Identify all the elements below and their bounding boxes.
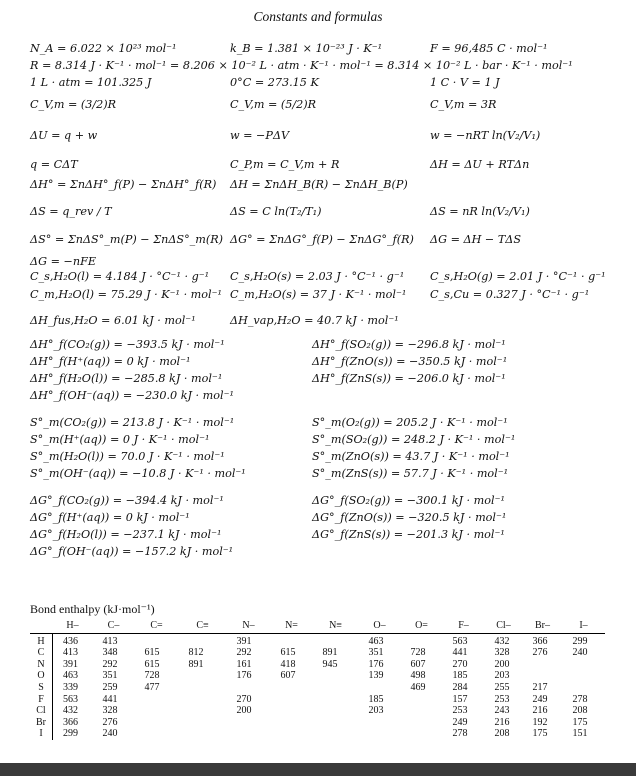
bond-col-header: N– [227,620,271,633]
bond-cell: 891 [188,658,204,670]
bond-cell [271,633,313,647]
bond-table-row [30,659,605,671]
dgf-hplus: ΔG°_f(H⁺(aq)) = 0 kJ · mol⁻¹ [30,511,190,524]
bond-row-label: C [30,647,53,659]
bond-cell: 432 [63,705,78,717]
bond-cell: 945 [322,658,338,670]
sm-o2: S°_m(O₂(g)) = 205.2 J · K⁻¹ · mol⁻¹ [312,416,508,429]
bond-cell [271,682,313,694]
bond-cell: 366 [532,635,548,647]
bond-cell [227,682,271,694]
bond-cell [179,633,227,647]
bond-cell [313,682,359,694]
bond-row-label: O [30,670,53,682]
bond-cell [135,633,179,647]
bond-col-header: O= [401,620,443,633]
bond-table-row [30,682,605,694]
bond-table-row [30,705,605,717]
bond-cell: 200 [494,658,510,670]
bond-cell [179,670,227,682]
hess-formation: ΔH° = ΣnΔH°_f(P) − ΣnΔH°_f(R) [30,178,217,191]
dhf-co2: ΔH°_f(CO₂(g)) = −393.5 kJ · mol⁻¹ [30,338,225,351]
bond-cell: 299 [63,728,78,740]
bond-col-header: O– [359,620,401,633]
cs-water-liquid: C_s,H₂O(l) = 4.184 J · °C⁻¹ · g⁻¹ [30,270,210,283]
bond-row-label: I [30,728,53,740]
bond-row-label: F [30,694,53,706]
bond-cell [563,682,605,694]
bond-row-label: N [30,659,53,671]
bond-cell: 176 [368,658,384,670]
bond-cell [271,705,313,717]
fusion-enthalpy: ΔH_fus,H₂O = 6.01 kJ · mol⁻¹ [30,314,196,327]
bond-row-label: S [30,682,53,694]
cs-copper: C_s,Cu = 0.327 J · °C⁻¹ · g⁻¹ [430,288,590,301]
bond-cell: 615 [144,658,160,670]
bond-cell: 351 [102,670,118,682]
bond-cell [401,717,443,729]
page-title: Constants and formulas [253,9,383,24]
dhf-h2o: ΔH°_f(H₂O(l)) = −285.8 kJ · mol⁻¹ [30,372,223,385]
dgf-zns: ΔG°_f(ZnS(s)) = −201.3 kJ · mol⁻¹ [312,528,505,541]
avogadro-constant: N_A = 6.022 × 10²³ mol⁻¹ [30,42,177,55]
bond-cell [227,728,271,740]
bond-cell [179,717,227,729]
bond-cell: 217 [532,681,548,693]
bond-cell [179,694,227,706]
faraday-constant: F = 96,485 C · mol⁻¹ [430,42,548,55]
bond-table-row [30,647,605,659]
bond-table-row [30,633,605,647]
bond-cell: 413 [63,647,78,659]
bond-cell: 728 [410,647,426,659]
bond-cell: 243 [494,705,510,717]
bond-cell: 249 [452,716,468,728]
bond-cell: 151 [572,728,588,740]
cvm-solid: C_V,m = 3R [430,98,497,111]
bond-cell [271,728,313,740]
bond-cell [135,694,179,706]
bond-cell [563,659,605,671]
bond-cell: 259 [102,681,118,693]
bond-table-title: Bond enthalpy (kJ·mol⁻¹) [30,602,155,616]
bond-col-header: F– [443,620,485,633]
bond-cell [401,694,443,706]
bond-cell: 185 [368,693,384,705]
sm-h2o: S°_m(H₂O(l)) = 70.0 J · K⁻¹ · mol⁻¹ [30,450,225,463]
sm-so2: S°_m(SO₂(g)) = 248.2 J · K⁻¹ · mol⁻¹ [312,433,516,446]
bond-cell: 607 [280,670,296,682]
bond-enthalpy-table [30,620,605,740]
bond-cell: 249 [532,693,548,705]
bond-cell: 366 [63,716,78,728]
bond-col-header: C– [93,620,135,633]
bond-cell: 891 [322,647,338,659]
bond-cell: 328 [494,647,510,659]
bond-cell: 192 [532,716,548,728]
gibbs-relation: ΔG = ΔH − TΔS [430,233,522,246]
dgf-co2: ΔG°_f(CO₂(g)) = −394.4 kJ · mol⁻¹ [30,494,224,507]
cvm-monatomic: C_V,m = (3/2)R [30,98,117,111]
vaporization-enthalpy: ΔH_vap,H₂O = 40.7 kJ · mol⁻¹ [230,314,399,327]
hess-bond: ΔH = ΣnΔH_B(R) − ΣnΔH_B(P) [230,178,408,191]
heat-capacity: q = CΔT [30,158,78,171]
dhf-ohminus: ΔH°_f(OH⁻(aq)) = −230.0 kJ · mol⁻¹ [30,389,234,402]
bond-cell [179,705,227,717]
bond-cell: 436 [63,635,78,647]
bond-cell: 255 [494,681,510,693]
bond-cell: 418 [280,658,296,670]
bond-cell: 299 [572,635,588,647]
enthalpy-energy: ΔH = ΔU + RTΔn [430,158,530,171]
bond-cell [359,682,401,694]
bond-cell: 208 [494,728,510,740]
bond-cell: 253 [494,693,510,705]
dhf-hplus: ΔH°_f(H⁺(aq)) = 0 kJ · mol⁻¹ [30,355,191,368]
bond-cell: 292 [102,658,118,670]
bond-cell: 391 [236,635,252,647]
bond-cell [313,633,359,647]
bond-cell: 270 [452,658,468,670]
bond-cell: 812 [188,647,204,659]
boltzmann-constant: k_B = 1.381 × 10⁻²³ J · K⁻¹ [230,42,383,55]
cpm-relation: C_P,m = C_V,m + R [230,158,340,171]
bond-table-row [30,728,605,740]
bond-cell: 563 [452,635,468,647]
dhf-so2: ΔH°_f(SO₂(g)) = −296.8 kJ · mol⁻¹ [312,338,506,351]
dgf-so2: ΔG°_f(SO₂(g)) = −300.1 kJ · mol⁻¹ [312,494,505,507]
cvm-diatomic: C_V,m = (5/2)R [230,98,317,111]
bond-cell [313,694,359,706]
bond-cell [563,670,605,682]
bond-cell [227,717,271,729]
bond-col-header: N≡ [313,620,359,633]
bond-cell: 278 [572,693,588,705]
bond-cell: 463 [368,635,384,647]
sm-co2: S°_m(CO₂(g)) = 213.8 J · K⁻¹ · mol⁻¹ [30,416,235,429]
cm-water-liquid: C_m,H₂O(l) = 75.29 J · K⁻¹ · mol⁻¹ [30,288,222,301]
dgf-zno: ΔG°_f(ZnO(s)) = −320.5 kJ · mol⁻¹ [312,511,507,524]
bond-table-corner [30,620,53,633]
bond-cell: 253 [452,705,468,717]
gibbs-standard: ΔG° = ΣnΔG°_f(P) − ΣnΔG°_f(R) [230,233,414,246]
bond-table-header-row [30,620,605,633]
bond-cell [271,694,313,706]
sm-zns: S°_m(ZnS(s)) = 57.7 J · K⁻¹ · mol⁻¹ [312,467,509,480]
bond-row-label: Br [30,717,53,729]
bond-cell: 441 [102,693,118,705]
dgf-ohminus: ΔG°_f(OH⁻(aq)) = −157.2 kJ · mol⁻¹ [30,545,234,558]
bond-cell: 339 [63,681,78,693]
dgf-h2o: ΔG°_f(H₂O(l)) = −237.1 kJ · mol⁻¹ [30,528,222,541]
bond-cell: 615 [144,647,160,659]
bond-cell [271,717,313,729]
bond-col-header: H– [53,620,93,633]
bond-cell [313,728,359,740]
bond-cell: 176 [236,670,252,682]
bond-col-header: Cl– [485,620,523,633]
bond-col-header: C= [135,620,179,633]
bond-table-row [30,717,605,729]
bond-cell: 469 [410,681,426,693]
entropy-standard: ΔS° = ΣnΔS°_m(P) − ΣnΔS°_m(R) [30,233,224,246]
bottom-bar [0,763,636,776]
bond-cell: 203 [494,670,510,682]
bond-cell [359,717,401,729]
bond-cell: 328 [102,705,118,717]
bond-cell: 615 [280,647,296,659]
bond-cell [313,670,359,682]
entropy-temperature: ΔS = C ln(T₂/T₁) [230,205,322,218]
bond-cell: 284 [452,681,468,693]
bond-col-header: I– [563,620,605,633]
cs-water-gas: C_s,H₂O(g) = 2.01 J · °C⁻¹ · g⁻¹ [430,270,606,283]
bond-cell: 216 [494,716,510,728]
bond-cell: 607 [410,658,426,670]
cs-water-solid: C_s,H₂O(s) = 2.03 J · °C⁻¹ · g⁻¹ [230,270,405,283]
bond-cell: 391 [63,658,78,670]
bond-cell: 276 [532,647,548,659]
bond-table-row [30,694,605,706]
sm-hplus: S°_m(H⁺(aq)) = 0 J · K⁻¹ · mol⁻¹ [30,433,210,446]
bond-cell: 728 [144,670,160,682]
first-law: ΔU = q + w [30,129,98,142]
bond-cell: 157 [452,693,468,705]
bond-cell: 139 [368,670,384,682]
bond-cell: 351 [368,647,384,659]
bond-cell [359,728,401,740]
bond-cell: 185 [452,670,468,682]
entropy-heat: ΔS = q_rev / T [30,205,112,218]
bond-cell: 432 [494,635,510,647]
bond-cell: 463 [63,670,78,682]
bond-cell [135,728,179,740]
work-isothermal: w = −nRT ln(V₂/V₁) [430,129,541,142]
bond-row-label: H [30,633,53,647]
bond-cell: 292 [236,647,252,659]
bond-cell: 563 [63,693,78,705]
bond-cell: 240 [572,647,588,659]
liter-atm-conversion: 1 L · atm = 101.325 J [30,76,152,89]
bond-col-header: N= [271,620,313,633]
bond-cell: 441 [452,647,468,659]
bond-cell [523,670,563,682]
bond-cell [179,728,227,740]
dhf-zns: ΔH°_f(ZnS(s)) = −206.0 kJ · mol⁻¹ [312,372,506,385]
celsius-kelvin: 0°C = 273.15 K [230,76,319,89]
sm-zno: S°_m(ZnO(s)) = 43.7 J · K⁻¹ · mol⁻¹ [312,450,510,463]
bond-cell [313,705,359,717]
bond-row-label: Cl [30,705,53,717]
bond-col-header: Br– [523,620,563,633]
dhf-zno: ΔH°_f(ZnO(s)) = −350.5 kJ · mol⁻¹ [312,355,508,368]
bond-cell [135,717,179,729]
bond-cell: 276 [102,716,118,728]
gas-constant: R = 8.314 J · K⁻¹ · mol⁻¹ = 8.206 × 10⁻² L · atm · K⁻¹ · mol⁻¹ = 8.314 × 10⁻² L · bar · K⁻¹ · mol⁻¹ [30,59,573,72]
gibbs-electro: ΔG = −nFE [30,255,97,268]
bond-col-header: C≡ [179,620,227,633]
bond-cell: 477 [144,681,160,693]
bond-cell: 175 [532,728,548,740]
bond-cell: 208 [572,705,588,717]
bond-cell: 278 [452,728,468,740]
bond-table-row [30,670,605,682]
coulomb-volt: 1 C · V = 1 J [430,76,500,89]
bond-cell: 240 [102,728,118,740]
entropy-volume: ΔS = nR ln(V₂/V₁) [430,205,530,218]
cm-water-solid: C_m,H₂O(s) = 37 J · K⁻¹ · mol⁻¹ [230,288,407,301]
bond-cell: 413 [102,635,118,647]
bond-cell: 348 [102,647,118,659]
bond-cell: 203 [368,705,384,717]
bond-cell: 216 [532,705,548,717]
bond-cell: 498 [410,670,426,682]
bond-cell: 161 [236,658,252,670]
bond-cell: 175 [572,716,588,728]
bond-cell [401,633,443,647]
bond-cell: 270 [236,693,252,705]
work-pv: w = −PΔV [230,129,290,142]
bond-cell [135,705,179,717]
bond-cell [401,728,443,740]
bond-cell: 200 [236,705,252,717]
bond-cell [523,659,563,671]
bond-cell [401,705,443,717]
sm-ohminus: S°_m(OH⁻(aq)) = −10.8 J · K⁻¹ · mol⁻¹ [30,467,246,480]
bond-cell [179,682,227,694]
bond-cell [313,717,359,729]
